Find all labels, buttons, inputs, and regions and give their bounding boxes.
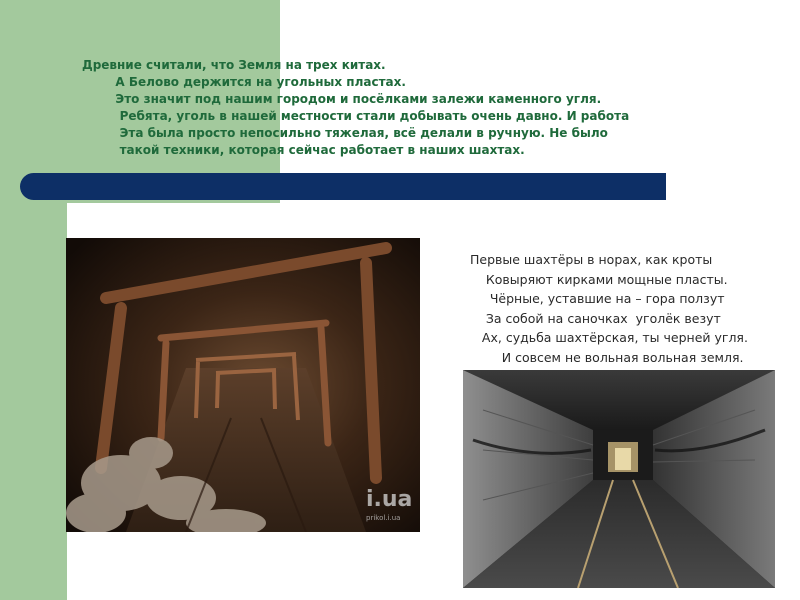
intro-paragraph [82,57,722,159]
intro-line: Ребята, уголь в нашей местности стали добывать очень давно. И работа [82,109,630,123]
intro-line: Древние считали, что Земля на трех китах. [82,58,386,72]
poem-line: Первые шахтёры в норах, как кроты [470,252,713,267]
title-divider-bar [20,173,666,200]
modern-mine-corridor-photo [463,370,775,588]
watermark-text: i.ua [366,487,413,512]
intro-line: Это значит под нашим городом и посёлками залежи каменного угля. [82,92,602,106]
watermark-caption: prikol.i.ua [366,514,401,522]
intro-line: Эта была просто непосильно тяжелая, всё делали в ручную. Не было [82,126,608,140]
old-mine-tunnel-photo [66,238,420,532]
poem [470,250,780,368]
intro-line: такой техники, которая сейчас работает в наших шахтах. [82,143,525,157]
poem-line: Ковыряют кирками мощные пласты. [470,271,728,287]
poem-line: За собой на саночках уголёк везут [470,310,721,326]
intro-line: А Белово держится на угольных пластах. [82,75,406,89]
poem-line: И совсем не вольная вольная земля. [470,349,744,365]
poem-line: Чёрные, уставшие на – гора ползут [470,291,725,307]
poem-line: Ах, судьба шахтёрская, ты черней угля. [470,330,748,346]
